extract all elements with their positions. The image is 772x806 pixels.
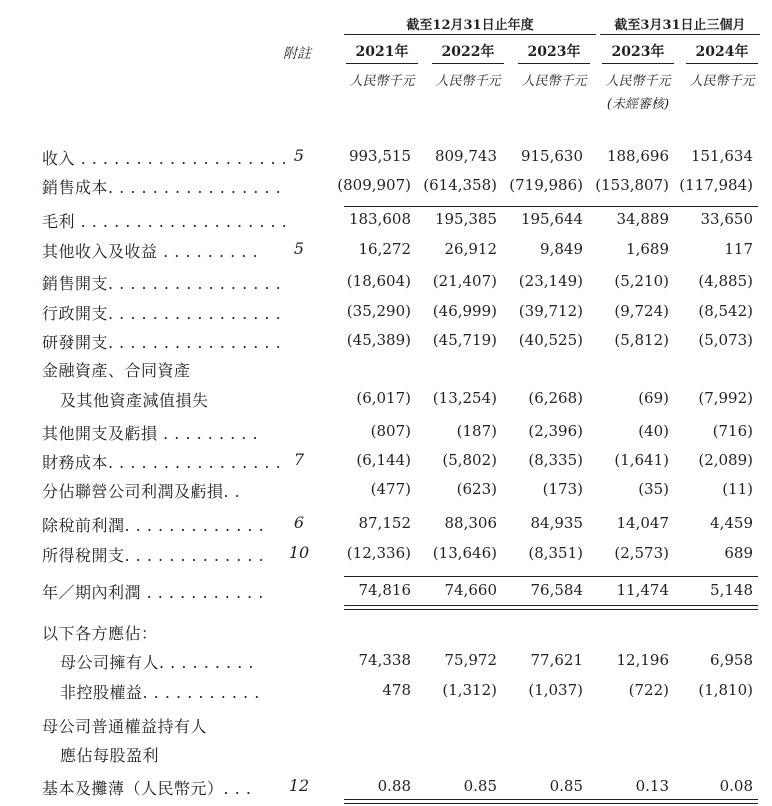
row-value: (21,407) — [432, 272, 497, 290]
row-value: (5,210) — [614, 272, 669, 290]
row-label: 其他收入及收益 . . . . . . . . . — [42, 242, 259, 261]
row-value: (8,335) — [528, 451, 583, 469]
row-value: 74,338 — [358, 651, 411, 669]
row-value: 188,696 — [606, 147, 669, 165]
row-value: 478 — [382, 681, 411, 699]
group-header-three-months: 截至3月31日止三個月 — [614, 18, 746, 33]
row-label: 銷售開支. . . . . . . . . . . . . . . . — [42, 274, 282, 293]
row-note: 5 — [293, 239, 305, 258]
row-value: (5,073) — [698, 331, 753, 349]
row-value: (1,037) — [528, 681, 583, 699]
row-value: (807) — [370, 422, 411, 440]
row-label: 母公司普通權益持有人 — [42, 717, 208, 736]
row-value: 915,630 — [520, 147, 583, 165]
row-value: 1,689 — [626, 240, 669, 258]
row-value: (809,907) — [337, 176, 411, 194]
row-value: (719,986) — [509, 176, 583, 194]
row-label: 銷售成本. . . . . . . . . . . . . . . . — [42, 178, 282, 197]
row-value: (13,254) — [432, 389, 497, 407]
row-value: 809,743 — [434, 147, 497, 165]
group-header-underline — [600, 34, 760, 35]
row-value: 88,306 — [444, 514, 497, 532]
row-note: 10 — [288, 543, 310, 562]
row-value: (13,646) — [432, 544, 497, 562]
row-value: 74,660 — [444, 581, 497, 599]
row-value: (4,885) — [698, 272, 753, 290]
row-value: (477) — [370, 480, 411, 498]
row-value: 183,608 — [348, 210, 411, 228]
row-value: 84,935 — [530, 514, 583, 532]
row-value: (39,712) — [518, 302, 583, 320]
year-underline — [518, 63, 590, 64]
row-value: 76,584 — [530, 581, 583, 599]
row-label: 金融資產、合同資產 — [42, 361, 191, 380]
row-value: 151,634 — [690, 147, 753, 165]
row-value: (40) — [638, 422, 669, 440]
subtotal-rule — [344, 206, 758, 207]
row-value: (45,719) — [432, 331, 497, 349]
row-value: 993,515 — [348, 147, 411, 165]
row-value: (5,812) — [614, 331, 669, 349]
row-value: 0.08 — [719, 777, 753, 795]
row-value: (18,604) — [346, 272, 411, 290]
year-header-2021: 2021年 — [355, 44, 409, 60]
row-value: 0.85 — [549, 777, 583, 795]
row-value: 75,972 — [444, 651, 497, 669]
row-label: 收入 . . . . . . . . . . . . . . . . . . . — [42, 149, 288, 168]
row-value: (23,149) — [518, 272, 583, 290]
row-value: (117,984) — [679, 176, 753, 194]
row-value: 195,644 — [520, 210, 583, 228]
row-value: 33,650 — [700, 210, 753, 228]
row-value: (716) — [712, 422, 753, 440]
currency-label: 人民幣千元 — [605, 74, 671, 89]
year-underline — [346, 63, 418, 64]
row-value: 34,889 — [616, 210, 669, 228]
row-value: (187) — [456, 422, 497, 440]
year-underline — [686, 63, 758, 64]
row-value: (9,724) — [614, 302, 669, 320]
row-value: 4,459 — [710, 514, 753, 532]
row-value: 0.13 — [635, 777, 669, 795]
year-header-2023-q1: 2023年 — [611, 44, 665, 60]
row-label: 財務成本. . . . . . . . . . . . . . . . — [42, 453, 282, 472]
row-label: 非控股權益. . . . . . . . . . . — [60, 683, 260, 702]
row-value: 26,912 — [444, 240, 497, 258]
year-header-2022: 2022年 — [441, 44, 495, 60]
row-value: (2,396) — [528, 422, 583, 440]
row-value: 16,272 — [358, 240, 411, 258]
row-value: (7,992) — [698, 389, 753, 407]
row-value: (1,312) — [442, 681, 497, 699]
row-label: 行政開支. . . . . . . . . . . . . . . . — [42, 304, 282, 323]
currency-label: 人民幣千元 — [435, 74, 501, 89]
row-label: 應佔每股盈利 — [60, 746, 160, 765]
row-value: (8,542) — [698, 302, 753, 320]
row-value: 14,047 — [616, 514, 669, 532]
row-value: 689 — [724, 544, 753, 562]
row-note: 12 — [288, 776, 310, 795]
row-note: 5 — [293, 146, 305, 165]
row-label: 母公司擁有人. . . . . . . . . — [60, 653, 254, 672]
row-value: 117 — [724, 240, 753, 258]
row-value: 12,196 — [616, 651, 669, 669]
row-value: 6,958 — [710, 651, 753, 669]
currency-label: 人民幣千元 — [521, 74, 587, 89]
row-value: (173) — [542, 480, 583, 498]
year-header-2023: 2023年 — [527, 44, 581, 60]
eps-double-rule — [344, 799, 758, 804]
row-value: 11,474 — [616, 581, 669, 599]
subtotal-rule — [344, 576, 758, 577]
row-value: 0.85 — [463, 777, 497, 795]
unaudited-label: (未經審核) — [606, 97, 670, 112]
row-value: (8,351) — [528, 544, 583, 562]
row-value: (1,641) — [614, 451, 669, 469]
row-value: (623) — [456, 480, 497, 498]
row-label: 研發開支. . . . . . . . . . . . . . . . — [42, 333, 282, 352]
row-value: (5,802) — [442, 451, 497, 469]
row-value: 0.88 — [377, 777, 411, 795]
row-label: 以下各方應佔： — [42, 624, 158, 643]
row-value: (2,573) — [614, 544, 669, 562]
row-value: (45,389) — [346, 331, 411, 349]
row-value: (6,144) — [356, 451, 411, 469]
row-value: (69) — [638, 389, 669, 407]
row-value: (46,999) — [432, 302, 497, 320]
year-underline — [432, 63, 504, 64]
row-value: 195,385 — [434, 210, 497, 228]
row-value: (12,336) — [346, 544, 411, 562]
row-value: (2,089) — [698, 451, 753, 469]
row-note: 6 — [293, 513, 305, 532]
row-label: 分佔聯營公司利潤及虧損. . — [42, 482, 241, 501]
row-value: 9,849 — [540, 240, 583, 258]
note-column-header: 附註 — [283, 46, 311, 62]
row-value: 77,621 — [530, 651, 583, 669]
row-value: (35,290) — [346, 302, 411, 320]
row-value: 74,816 — [358, 581, 411, 599]
row-label: 及其他資產減值損失 — [60, 391, 209, 410]
total-double-rule — [344, 605, 758, 610]
row-value: (722) — [628, 681, 669, 699]
row-value: (35) — [638, 480, 669, 498]
row-value: (6,017) — [356, 389, 411, 407]
row-label: 其他開支及虧損 . . . . . . . . . — [42, 424, 259, 443]
currency-label: 人民幣千元 — [349, 74, 415, 89]
year-underline — [602, 63, 674, 64]
row-value: (11) — [722, 480, 753, 498]
row-label: 除稅前利潤. . . . . . . . . . . . . — [42, 516, 265, 535]
group-header-underline — [344, 34, 596, 35]
row-value: (153,807) — [595, 176, 669, 194]
row-value: 87,152 — [358, 514, 411, 532]
row-note: 7 — [293, 450, 305, 469]
row-value: (614,358) — [423, 176, 497, 194]
row-value: (40,525) — [518, 331, 583, 349]
row-value: 5,148 — [710, 581, 753, 599]
row-label: 所得稅開支. . . . . . . . . . . . . — [42, 546, 265, 565]
row-value: (1,810) — [698, 681, 753, 699]
currency-label: 人民幣千元 — [689, 74, 755, 89]
row-label: 毛利 . . . . . . . . . . . . . . . . . . . — [42, 212, 288, 231]
group-header-year-ended: 截至12月31日止年度 — [406, 18, 534, 33]
year-header-2024-q1: 2024年 — [695, 44, 749, 60]
row-label: 年／期內利潤 . . . . . . . . . . . — [42, 583, 264, 602]
row-label: 基本及攤薄（人民幣元）. . . — [42, 779, 252, 798]
row-value: (6,268) — [528, 389, 583, 407]
